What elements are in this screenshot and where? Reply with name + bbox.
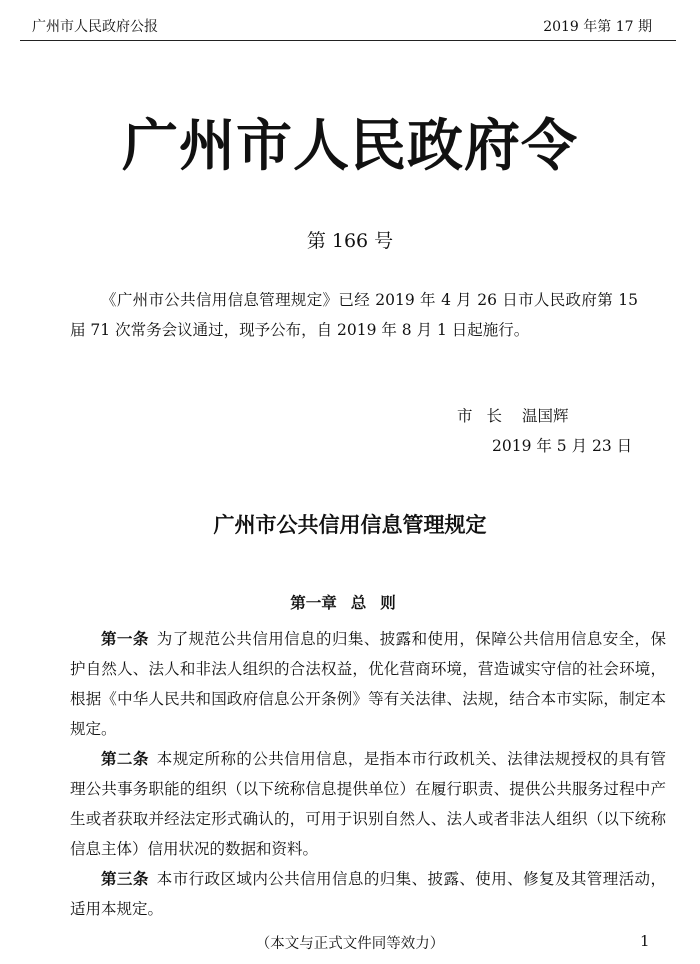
order-number: 第 166 号 [306,230,394,252]
issue-number: 2019 年第 17 期 [543,19,652,35]
article-label: 第一条 [101,629,149,648]
article-label: 第三条 [101,869,149,888]
page-number: 1 [640,932,650,950]
footer-note: （本文与正式文件同等效力） [255,936,445,952]
article-1 [70,624,666,744]
page-header [20,14,676,41]
gazette-name: 广州市人民政府公报 [32,19,158,35]
announcement-paragraph: 《广州市公共信用信息管理规定》已经 2019 年 4 月 26 日市人民政府第 15 届 71 次常务会议通过，现予公布，自 2019 年 8 月 1 日起施行。 [70,291,638,339]
article-text: 为了规范公共信用信息的归集、披露和使用，保障公共信用信息安全，保护自然人、法人和非法人组织的合法权益，优化营商环境，营造诚实守信的社会环境，根据《中华人民共和国政府信息公开条例》等有关法律、法规，结合本市实际，制定本规定。 [70,630,666,738]
article-2 [70,744,666,864]
signature-date: 2019 年 5 月 23 日 [492,437,633,455]
article-text: 本市行政区域内公共信用信息的归集、披露、使用、修复及其管理活动，适用本规定。 [70,870,666,918]
mayor-name: 温国辉 [522,407,569,425]
article-3 [70,864,666,924]
order-title: 广州市人民政府令 [122,113,578,179]
signature-line [457,404,569,426]
regulation-title: 广州市公共信用信息管理规定 [213,512,487,537]
article-text: 本规定所称的公共信用信息，是指本市行政机关、法律法规授权的具有管理公共事务职能的组织（以下统称信息提供单位）在履行职责、提供公共服务过程中产生或者获取并经法定形式确认的，可用于识别自然人、法人或者非法人组织（以下统称信息主体）信用状况的数据和资料。 [70,750,666,858]
chapter-heading [0,591,700,613]
mayor-role: 市长 [457,407,517,425]
chapter-number: 第一章 [290,593,337,612]
chapter-name: 总则 [350,593,410,612]
article-label: 第二条 [101,749,149,768]
